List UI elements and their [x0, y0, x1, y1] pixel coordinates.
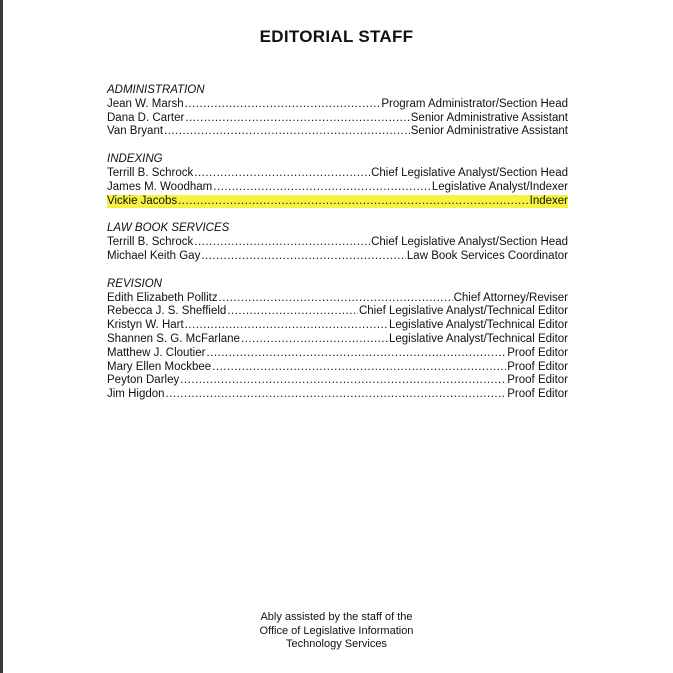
section-heading: LAW BOOK SERVICES — [107, 222, 230, 235]
staff-row — [107, 361, 568, 375]
staff-name: Michael Keith Gay — [107, 249, 201, 262]
staff-name: Mary Ellen Mockbee — [107, 360, 212, 373]
dot-leader — [201, 250, 406, 264]
staff-role: Chief Legislative Analyst/Technical Editor — [358, 305, 568, 318]
staff-row — [107, 167, 568, 181]
staff-name: Shannen S. G. McFarlane — [107, 332, 240, 345]
dot-leader — [194, 236, 370, 250]
staff-name: James M. Woodham — [107, 180, 213, 193]
staff-row — [107, 112, 568, 126]
staff-role: Program Administrator/Section Head — [381, 97, 568, 110]
staff-role: Legislative Analyst/Technical Editor — [389, 332, 568, 345]
section-heading: ADMINISTRATION — [107, 84, 205, 96]
staff-role: Proof Editor — [507, 346, 568, 359]
staff-role: Proof Editor — [507, 388, 568, 401]
staff-role: Chief Legislative Analyst/Section Head — [371, 166, 568, 179]
page-edge-rule — [0, 0, 3, 673]
staff-role: Chief Legislative Analyst/Section Head — [371, 236, 568, 249]
dot-leader — [227, 305, 358, 319]
staff-name: Rebecca J. S. Sheffield — [107, 305, 227, 318]
staff-row-highlighted — [107, 195, 568, 209]
dot-leader — [185, 98, 381, 112]
staff-row — [107, 319, 568, 333]
dot-leader — [206, 347, 506, 361]
staff-row — [107, 236, 568, 250]
staff-row — [107, 347, 568, 361]
dot-leader — [180, 374, 506, 388]
staff-name: Vickie Jacobs — [107, 194, 178, 207]
staff-name: Terrill B. Schrock — [107, 236, 194, 249]
staff-row — [107, 125, 568, 139]
dot-leader — [213, 181, 431, 195]
section-heading: INDEXING — [107, 153, 163, 166]
footer-line: Technology Services — [286, 638, 387, 650]
staff-role: Senior Administrative Assistant — [410, 111, 568, 124]
staff-row — [107, 374, 568, 388]
dot-leader — [241, 333, 388, 347]
staff-row — [107, 98, 568, 112]
staff-role: Indexer — [529, 194, 568, 207]
staff-role: Chief Attorney/Reviser — [453, 291, 568, 304]
staff-name: Terrill B. Schrock — [107, 166, 194, 179]
dot-leader — [219, 292, 453, 306]
staff-role: Law Book Services Coordinator — [406, 249, 568, 262]
staff-name: Dana D. Carter — [107, 111, 185, 124]
section-revision — [107, 278, 568, 402]
section-heading: REVISION — [107, 277, 162, 290]
staff-name: Jean W. Marsh — [107, 97, 184, 110]
staff-role: Senior Administrative Assistant — [410, 125, 568, 138]
acknowledgement-footer — [0, 611, 673, 652]
staff-role: Proof Editor — [507, 360, 568, 373]
dot-leader — [185, 112, 409, 126]
staff-row — [107, 181, 568, 195]
staff-directory — [107, 84, 568, 416]
staff-row — [107, 333, 568, 347]
staff-row — [107, 305, 568, 319]
staff-name: Peyton Darley — [107, 374, 180, 387]
staff-name: Edith Elizabeth Pollitz — [107, 291, 218, 304]
page-title: EDITORIAL STAFF — [259, 27, 414, 46]
staff-name: Van Bryant — [107, 125, 164, 138]
section-law-book-services — [107, 222, 568, 263]
staff-row — [107, 388, 568, 402]
dot-leader — [212, 361, 506, 375]
section-administration — [107, 84, 568, 139]
footer-line: Ably assisted by the staff of the — [260, 611, 413, 623]
dot-leader — [164, 125, 410, 139]
staff-name: Matthew J. Cloutier — [107, 346, 206, 359]
staff-name: Kristyn W. Hart — [107, 319, 184, 332]
staff-role: Proof Editor — [507, 374, 568, 387]
staff-role: Legislative Analyst/Technical Editor — [389, 319, 568, 332]
footer-line: Office of Legislative Information — [259, 624, 414, 637]
staff-row — [107, 250, 568, 264]
staff-row — [107, 292, 568, 306]
staff-role: Legislative Analyst/Indexer — [431, 180, 568, 193]
dot-leader — [185, 319, 388, 333]
section-indexing — [107, 153, 568, 208]
dot-leader — [178, 195, 529, 209]
staff-name: Jim Higdon — [107, 388, 165, 401]
dot-leader — [194, 167, 370, 181]
dot-leader — [166, 388, 507, 402]
